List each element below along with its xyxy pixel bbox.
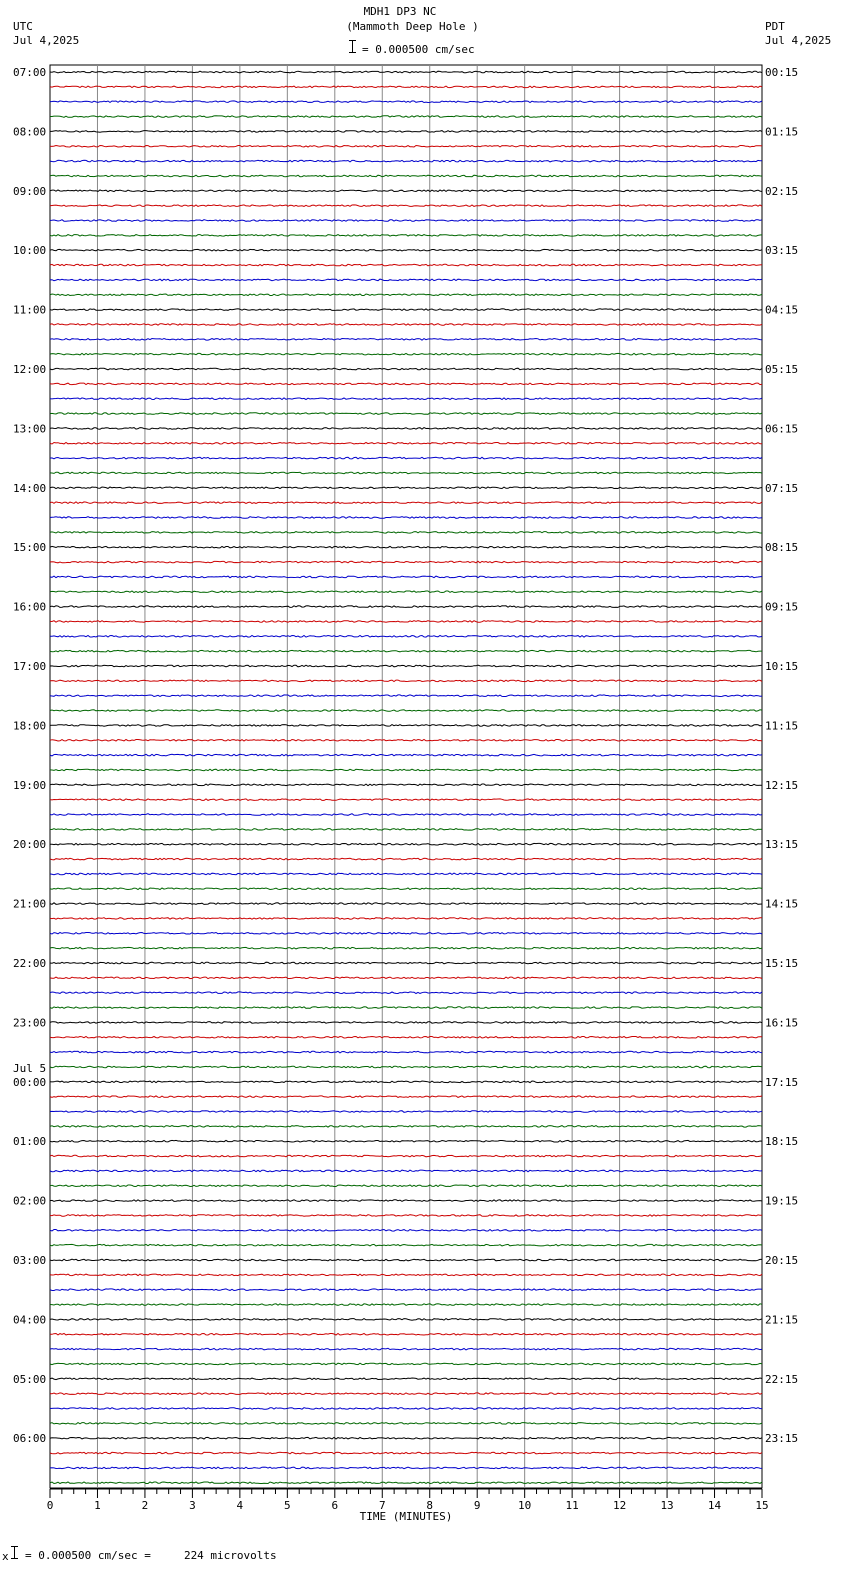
seismic-trace: [50, 680, 762, 682]
seismic-trace: [50, 116, 762, 118]
seismic-trace: [50, 324, 762, 326]
seismic-trace: [50, 413, 762, 415]
seismic-trace: [50, 576, 762, 578]
seismic-trace: [50, 754, 762, 756]
seismic-trace: [50, 472, 762, 474]
utc-hour-label: 08:00: [13, 125, 47, 139]
seismic-trace: [50, 1363, 762, 1365]
scale-label: = 0.000500 cm/sec: [362, 43, 475, 56]
seismic-trace: [50, 1304, 762, 1306]
seismic-trace: [50, 71, 762, 73]
utc-hour-label: 17:00: [13, 660, 47, 673]
utc-hour-label: 05:00: [13, 1372, 47, 1386]
pdt-hour-label: 04:15: [765, 303, 799, 317]
pdt-hour-label: 11:15: [765, 719, 799, 733]
utc-hour-label: 16:00: [13, 600, 47, 614]
seismic-trace: [50, 1096, 762, 1098]
x-tick-label: 14: [707, 1499, 722, 1512]
seismic-trace: [50, 888, 762, 890]
seismic-trace: [50, 279, 762, 281]
pdt-hour-label: 09:15: [765, 600, 799, 614]
seismic-trace: [50, 1022, 762, 1024]
footer-prefix: x: [2, 1550, 9, 1563]
seismic-trace: [50, 1081, 762, 1083]
seismic-trace: [50, 1259, 762, 1261]
x-tick-label: 13: [660, 1499, 674, 1512]
footer-scale-bar-icon: [14, 1546, 15, 1559]
pdt-hour-label: 00:15: [765, 66, 799, 79]
seismic-trace: [50, 1066, 762, 1068]
x-tick-label: 0: [46, 1499, 54, 1512]
right-timezone: PDT: [765, 20, 785, 33]
seismic-trace: [50, 1393, 762, 1395]
pdt-hour-label: 18:15: [765, 1135, 799, 1149]
seismic-trace: [50, 606, 762, 608]
pdt-hour-label: 21:15: [765, 1313, 799, 1327]
seismic-trace: [50, 962, 762, 964]
x-tick-label: 9: [473, 1499, 481, 1512]
seismic-trace: [50, 160, 762, 162]
seismic-trace: [50, 1126, 762, 1128]
seismic-trace: [50, 1482, 762, 1484]
pdt-hour-label: 01:15: [765, 125, 799, 139]
utc-hour-label: 03:00: [13, 1254, 47, 1267]
x-tick-label: 8: [426, 1499, 434, 1512]
pdt-hour-label: 02:15: [765, 184, 799, 198]
seismic-trace: [50, 1437, 762, 1439]
utc-hour-label: 07:00: [13, 66, 47, 79]
utc-hour-label: 13:00: [13, 422, 47, 436]
seismic-trace: [50, 502, 762, 504]
seismic-trace: [50, 769, 762, 771]
seismic-trace: [50, 1378, 762, 1380]
seismic-trace: [50, 487, 762, 489]
seismic-trace: [50, 517, 762, 519]
seismic-trace: [50, 725, 762, 727]
seismic-trace: [50, 175, 762, 177]
seismic-trace: [50, 235, 762, 237]
seismic-trace: [50, 829, 762, 831]
seismic-trace: [50, 190, 762, 192]
pdt-hour-label: 05:15: [765, 363, 799, 376]
seismic-trace: [50, 1452, 762, 1454]
seismic-trace: [50, 1200, 762, 1202]
seismic-trace: [50, 784, 762, 786]
x-tick-label: 3: [189, 1499, 196, 1512]
pdt-hour-label: 08:15: [765, 541, 799, 555]
seismic-trace: [50, 1170, 762, 1172]
pdt-hour-label: 06:15: [765, 422, 799, 436]
seismic-trace: [50, 814, 762, 816]
utc-hour-label: 14:00: [13, 481, 47, 495]
seismic-trace: [50, 1408, 762, 1410]
seismic-trace: [50, 1215, 762, 1217]
seismic-trace: [50, 220, 762, 222]
x-tick-label: 2: [141, 1499, 149, 1512]
seismic-trace: [50, 309, 762, 311]
utc-hour-label: 00:00: [13, 1075, 47, 1089]
seismic-trace: [50, 146, 762, 148]
seismic-trace: [50, 903, 762, 905]
seismic-trace: [50, 353, 762, 355]
seismic-trace: [50, 368, 762, 370]
pdt-hour-label: 12:15: [765, 778, 799, 792]
seismic-trace: [50, 294, 762, 296]
seismic-trace: [50, 1007, 762, 1009]
utc-hour-label: 18:00: [13, 719, 47, 733]
x-tick-label: 12: [612, 1499, 627, 1512]
seismic-trace: [50, 398, 762, 400]
seismic-trace: [50, 1289, 762, 1291]
left-date: Jul 4,2025: [13, 34, 80, 47]
seismic-trace: [50, 665, 762, 667]
seismic-trace: [50, 1140, 762, 1142]
seismic-trace: [50, 561, 762, 563]
utc-hour-label: 01:00: [13, 1135, 47, 1149]
utc-hour-label: 12:00: [13, 363, 47, 376]
seismic-trace: [50, 264, 762, 266]
x-tick-label: 5: [284, 1499, 291, 1512]
x-tick-label: 11: [565, 1499, 579, 1512]
seismic-trace: [50, 650, 762, 652]
utc-hour-label: 09:00: [13, 184, 47, 198]
seismic-trace: [50, 858, 762, 860]
date-change-label: Jul 5: [13, 1061, 47, 1075]
seismic-trace: [50, 1155, 762, 1157]
seismic-trace: [50, 339, 762, 341]
seismic-trace: [50, 933, 762, 935]
seismic-trace: [50, 992, 762, 994]
footer-scale-label: = 0.000500 cm/sec = 224 microvolts: [25, 1549, 277, 1562]
seismic-trace: [50, 249, 762, 251]
seismic-trace: [50, 443, 762, 445]
x-tick-label: 10: [518, 1499, 532, 1512]
x-axis-label: TIME (MINUTES): [359, 1510, 453, 1523]
seismic-trace: [50, 1319, 762, 1321]
seismic-trace: [50, 636, 762, 638]
seismic-trace: [50, 131, 762, 133]
seismic-trace: [50, 1230, 762, 1232]
pdt-hour-label: 07:15: [765, 481, 799, 495]
seismic-trace: [50, 546, 762, 548]
seismic-trace: [50, 383, 762, 385]
pdt-hour-label: 19:15: [765, 1194, 799, 1208]
seismic-trace: [50, 843, 762, 845]
x-tick-label: 6: [331, 1499, 339, 1512]
pdt-hour-label: 15:15: [765, 957, 799, 970]
pdt-hour-label: 20:15: [765, 1254, 799, 1267]
utc-hour-label: 23:00: [13, 1016, 47, 1030]
utc-hour-label: 11:00: [13, 303, 47, 317]
x-tick-label: 15: [755, 1499, 769, 1512]
seismic-trace: [50, 1111, 762, 1113]
utc-hour-label: 19:00: [13, 778, 47, 792]
site-subtitle: (Mammoth Deep Hole ): [346, 20, 479, 33]
seismic-trace: [50, 977, 762, 979]
seismic-trace: [50, 695, 762, 697]
utc-hour-label: 20:00: [13, 838, 47, 852]
pdt-hour-label: 22:15: [765, 1372, 799, 1386]
seismic-trace: [50, 1051, 762, 1053]
x-tick-label: 4: [236, 1499, 244, 1512]
utc-hour-label: 10:00: [13, 244, 47, 258]
right-date: Jul 4,2025: [765, 34, 832, 47]
seismic-trace: [50, 740, 762, 742]
pdt-hour-label: 10:15: [765, 660, 799, 673]
seismic-trace: [50, 710, 762, 712]
station-title: MDH1 DP3 NC: [363, 5, 437, 18]
x-tick-label: 1: [94, 1499, 101, 1512]
seismic-trace: [50, 918, 762, 920]
seismic-trace: [50, 1244, 762, 1246]
seismic-trace: [50, 591, 762, 593]
x-tick-label: 7: [378, 1499, 386, 1512]
seismic-trace: [50, 873, 762, 875]
seismic-trace: [50, 532, 762, 534]
utc-hour-label: 02:00: [13, 1194, 47, 1208]
seismic-trace: [50, 1037, 762, 1039]
seismic-trace: [50, 1274, 762, 1276]
seismic-trace: [50, 1185, 762, 1187]
seismic-trace: [50, 457, 762, 459]
pdt-hour-label: 17:15: [765, 1075, 799, 1089]
pdt-hour-label: 23:15: [765, 1432, 799, 1446]
pdt-hour-label: 13:15: [765, 838, 799, 852]
seismic-trace: [50, 205, 762, 207]
pdt-hour-label: 16:15: [765, 1016, 799, 1030]
seismic-trace: [50, 1423, 762, 1425]
seismic-trace: [50, 428, 762, 430]
utc-hour-label: 21:00: [13, 897, 47, 911]
seismic-trace: [50, 1467, 762, 1469]
utc-hour-label: 06:00: [13, 1432, 47, 1446]
utc-hour-label: 04:00: [13, 1313, 47, 1327]
pdt-hour-label: 03:15: [765, 244, 799, 258]
utc-hour-label: 22:00: [13, 957, 47, 970]
utc-hour-label: 15:00: [13, 541, 47, 555]
seismic-trace: [50, 947, 762, 949]
seismic-trace: [50, 621, 762, 623]
seismic-trace: [50, 101, 762, 103]
seismic-trace: [50, 1334, 762, 1336]
pdt-hour-label: 14:15: [765, 897, 799, 911]
seismic-trace: [50, 86, 762, 88]
seismic-trace: [50, 1348, 762, 1350]
left-timezone: UTC: [13, 20, 33, 33]
seismic-trace: [50, 799, 762, 801]
